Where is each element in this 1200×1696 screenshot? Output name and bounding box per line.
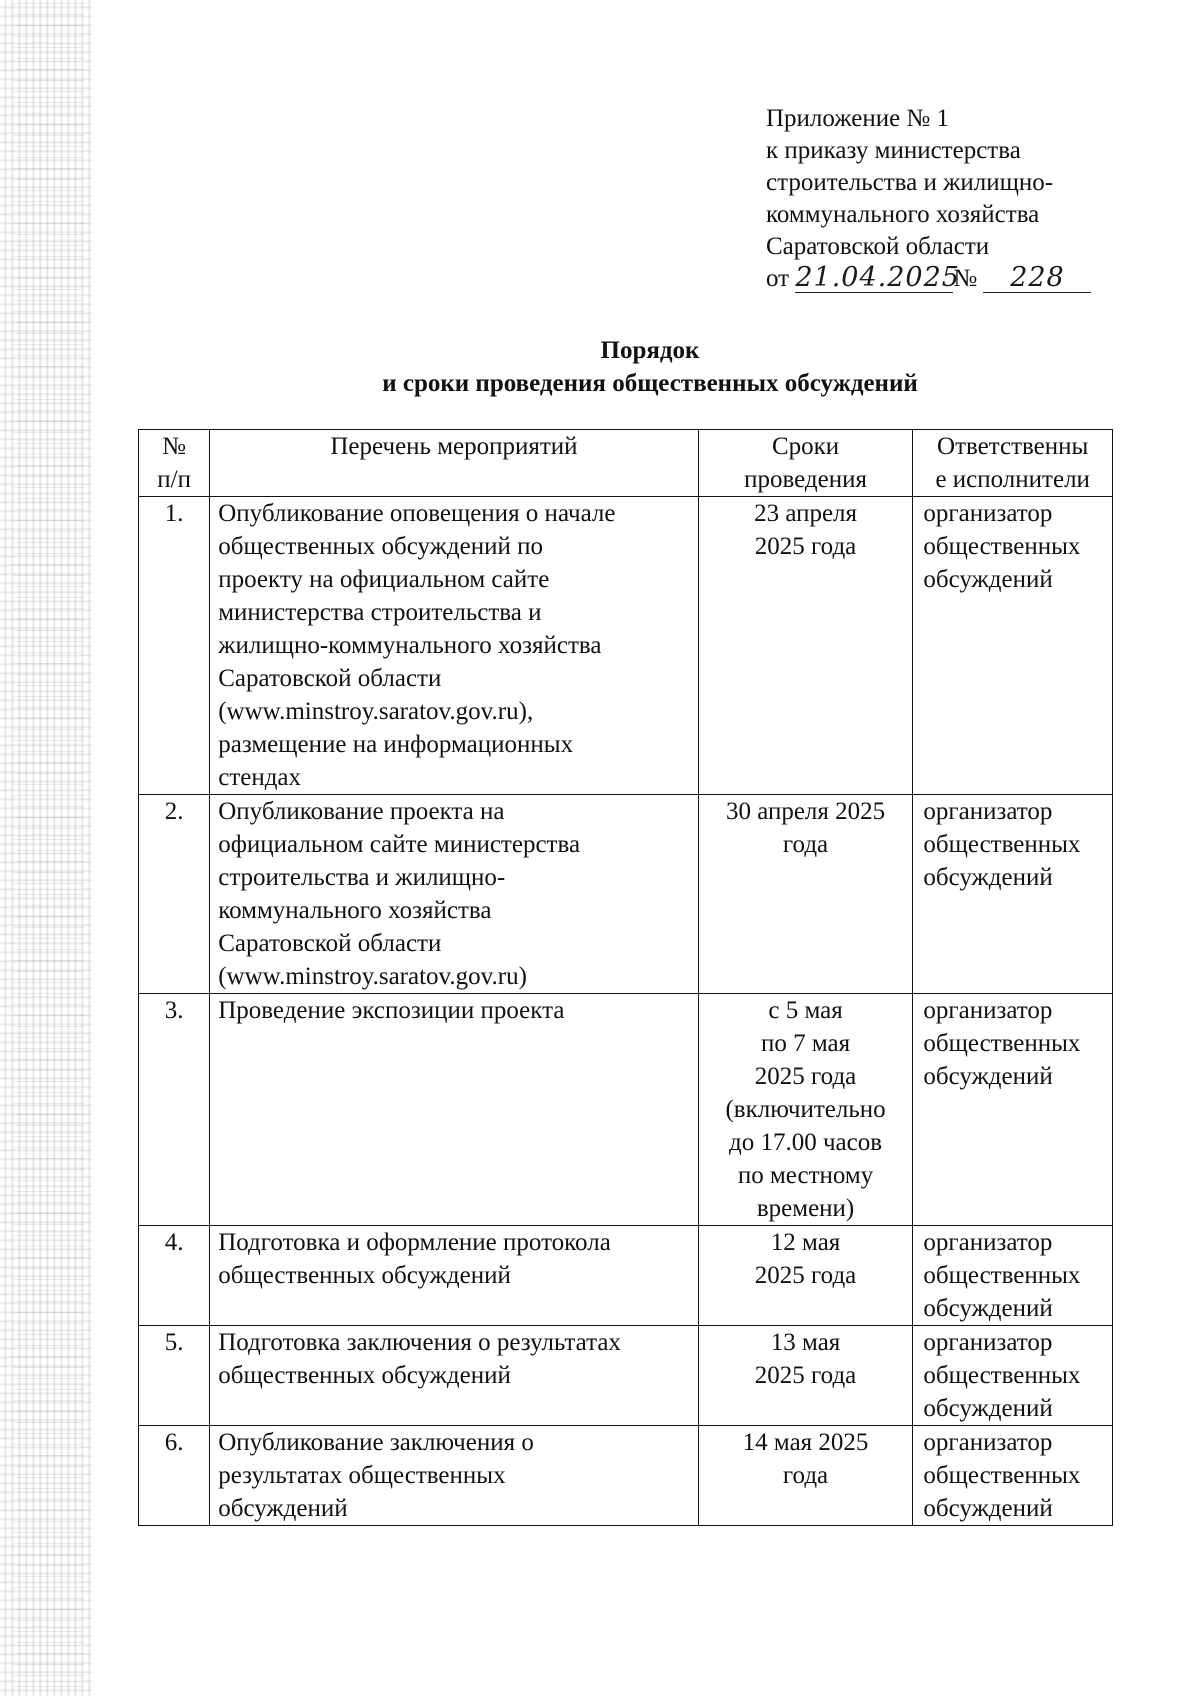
row-dates: 30 апреля 2025 года xyxy=(698,795,913,994)
handwritten-date: 21.04.2025 xyxy=(795,262,960,293)
row-num: 1. xyxy=(139,497,210,795)
header-num: № п/п xyxy=(139,430,210,497)
row-activity: Подготовка заключения о результатах общественных обсуждений xyxy=(210,1326,699,1426)
date-prefix: от xyxy=(766,265,790,292)
number-prefix: № xyxy=(953,265,978,292)
schedule-table xyxy=(138,429,1113,1526)
row-activity: Опубликование оповещения о начале общественных обсуждений по проекту на официальном сайте министерства строительства и жилищно-коммунального хозяйства Саратовской области (www.minstroy.saratov.gov.ru), размещение на информационных стендах xyxy=(210,497,699,795)
table-row xyxy=(139,1226,1113,1326)
row-activity: Проведение экспозиции проекта xyxy=(210,994,699,1226)
header-responsible: Ответственны е исполнители xyxy=(913,430,1113,497)
header-dates: Сроки проведения xyxy=(698,430,913,497)
row-activity: Опубликование заключения о результатах общественных обсуждений xyxy=(210,1426,699,1526)
row-responsible: организатор общественных обсуждений xyxy=(913,1426,1113,1526)
row-responsible: организатор общественных обсуждений xyxy=(913,497,1113,795)
row-dates: 23 апреля 2025 года xyxy=(698,497,913,795)
appendix-line-2: к приказу министерства xyxy=(766,137,1021,164)
appendix-line-1: Приложение № 1 xyxy=(766,105,950,132)
row-dates: 12 мая 2025 года xyxy=(698,1226,913,1326)
row-dates: 13 мая 2025 года xyxy=(698,1326,913,1426)
table-row xyxy=(139,795,1113,994)
table-row xyxy=(139,1326,1113,1426)
row-responsible: организатор общественных обсуждений xyxy=(913,1326,1113,1426)
header-activity: Перечень мероприятий xyxy=(210,430,699,497)
row-activity: Опубликование проекта на официальном сайте министерства строительства и жилищно- коммунального хозяйства Саратовской области (www.minstroy.saratov.gov.ru) xyxy=(210,795,699,994)
row-dates: с 5 мая по 7 мая 2025 года (включительно до 17.00 часов по местному времени) xyxy=(698,994,913,1226)
row-responsible: организатор общественных обсуждений xyxy=(913,795,1113,994)
row-num: 2. xyxy=(139,795,210,994)
appendix-header xyxy=(766,103,1106,295)
appendix-line-5: Саратовской области xyxy=(766,233,990,260)
handwritten-order-number: 228 xyxy=(983,264,1091,293)
scan-noise-strip xyxy=(0,0,92,1696)
table-row xyxy=(139,497,1113,795)
row-responsible: организатор общественных обсуждений xyxy=(913,1226,1113,1326)
appendix-line-3: строительства и жилищно- xyxy=(766,169,1054,196)
table-row xyxy=(139,1426,1113,1526)
table-row xyxy=(139,994,1113,1226)
row-num: 3. xyxy=(139,994,210,1226)
row-responsible: организатор общественных обсуждений xyxy=(913,994,1113,1226)
row-activity: Подготовка и оформление протокола общественных обсуждений xyxy=(210,1226,699,1326)
title-line-2: и сроки проведения общественных обсуждений xyxy=(382,370,918,397)
order-date-number-row xyxy=(766,263,1106,295)
title-line-1: Порядок xyxy=(600,337,700,364)
table-header-row xyxy=(139,430,1113,497)
row-dates: 14 мая 2025 года xyxy=(698,1426,913,1526)
row-num: 6. xyxy=(139,1426,210,1526)
document-title xyxy=(150,334,1150,400)
row-num: 5. xyxy=(139,1326,210,1426)
row-num: 4. xyxy=(139,1226,210,1326)
appendix-line-4: коммунального хозяйства xyxy=(766,201,1040,228)
